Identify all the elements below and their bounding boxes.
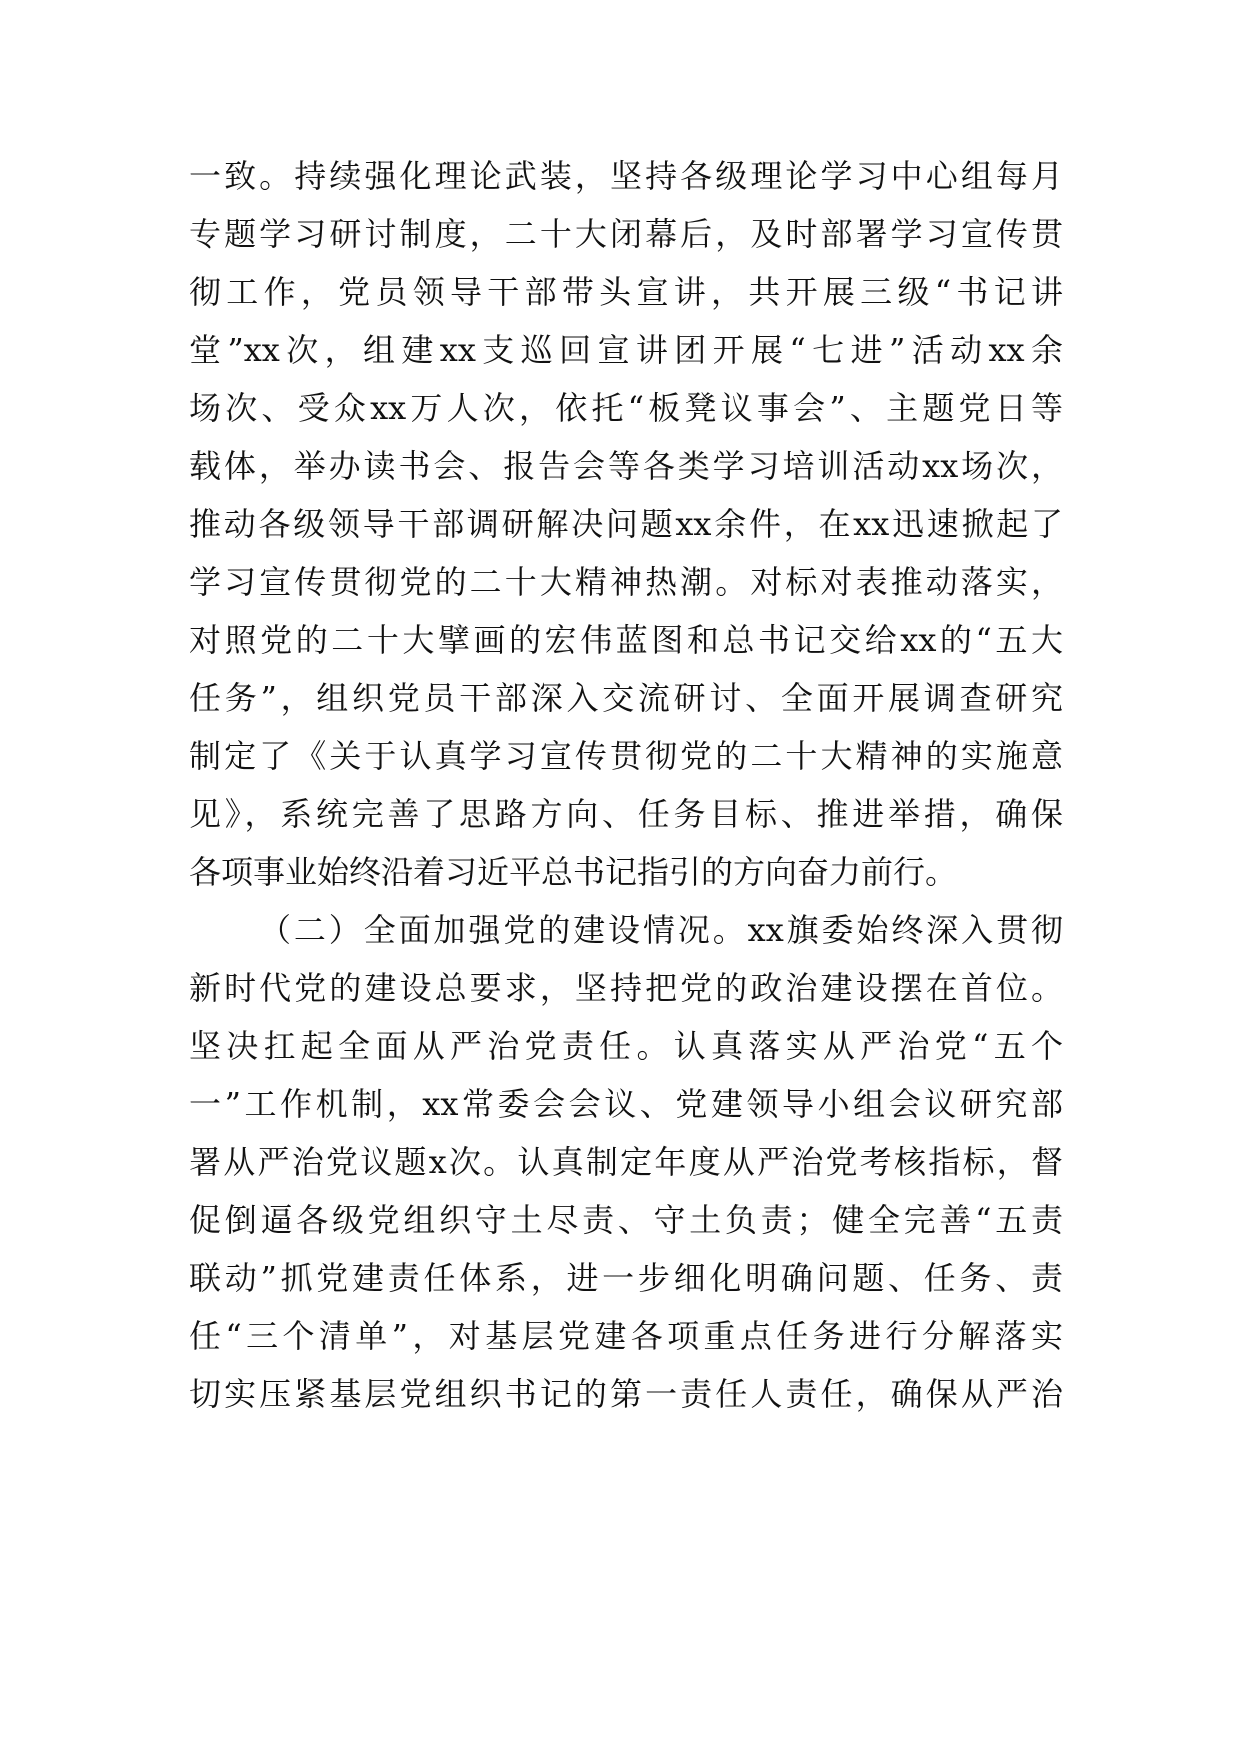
text-line: 彻工作，党员领导干部带头宣讲，共开展三级“书记讲 [189,273,1063,311]
text-line: 载体，举办读书会、报告会等各类学习培训活动xx场次， [189,447,1063,485]
text-line: 任务”，组织党员干部深入交流研讨、全面开展调查研究 [189,679,1063,717]
text-line: 坚决扛起全面从严治党责任。认真落实从严治党“五个 [189,1027,1063,1065]
text-line: 对照党的二十大擘画的宏伟蓝图和总书记交给xx的“五大 [189,621,1063,659]
text-line: 新时代党的建设总要求，坚持把党的政治建设摆在首位。 [189,969,1063,1007]
text-line: 促倒逼各级党组织守土尽责、守土负责；健全完善“五责 [189,1201,1063,1239]
text-line: 联动”抓党建责任体系，进一步细化明确问题、任务、责 [189,1259,1063,1297]
text-line: 学习宣传贯彻党的二十大精神热潮。对标对表推动落实， [189,563,1063,601]
text-line: 各项事业始终沿着习近平总书记指引的方向奋力前行。 [189,853,958,891]
text-line: 推动各级领导干部调研解决问题xx余件，在xx迅速掀起了 [189,505,1063,543]
text-line: 场次、受众xx万人次，依托“板凳议事会”、主题党日等 [189,389,1063,427]
text-line: 制定了《关于认真学习宣传贯彻党的二十大精神的实施意 [189,737,1063,775]
text-line: 一”工作机制，xx常委会会议、党建领导小组会议研究部 [189,1085,1063,1123]
text-line: 见》，系统完善了思路方向、任务目标、推进举措，确保 [189,795,1063,833]
text-line: 切实压紧基层党组织书记的第一责任人责任，确保从严治 [189,1375,1063,1413]
section-heading-line: （二）全面加强党的建设情况。xx旗委始终深入贯彻 [259,911,1063,949]
text-line: 一致。持续强化理论武装，坚持各级理论学习中心组每月 [189,157,1063,195]
text-line: 堂”xx次，组建xx支巡回宣讲团开展“七进”活动xx余 [189,331,1063,369]
text-line: 任“三个清单”，对基层党建各项重点任务进行分解落实 [189,1317,1063,1355]
text-line: 专题学习研讨制度，二十大闭幕后，及时部署学习宣传贯 [189,215,1063,253]
text-line: 署从严治党议题x次。认真制定年度从严治党考核指标，督 [189,1143,1063,1181]
